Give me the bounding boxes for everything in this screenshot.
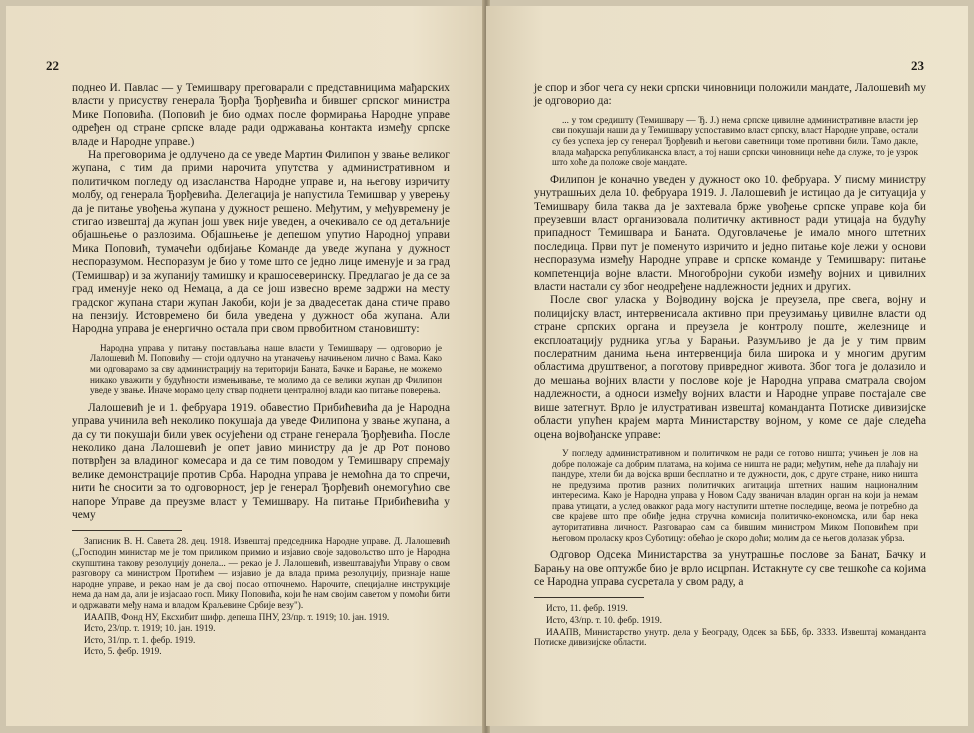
right-body — [534, 82, 926, 109]
paragraph: Лалошевић је и 1. фебруара 1919. обавестио Прибићевића да је Народна управа учинила већ неколико покушаја да уведе Филипона у звање жупана, а да су ти покушаји били увек осујећени од стране генерала Ђорђевића. После неколико дана Лалошевић је опет јавио министру да је др Рот поново потврђен за владиног комесара и да се тим поводом у Темишвару спремају велике демонстрације против Срба. Народна управа је немоћна да то спречи, нити ће сносити за то одговорност, јер је генерал Ђорђевић онемогућио све напоре Управе да преузме власт у Темишвару. На питање Прибићевића у чему — [72, 401, 450, 521]
paragraph: На преговорима је одлучено да се уведе Мартин Филипон у звање великог жупана, с тим да прими нарочита упутства у административном и политичком погледу од изасланства Народне управе и, на његову изричиту молбу, од генерала Ђорђевића. Делегација је напустила Темишвар у уверењу да је питање увођења жупана у дужност решено. Међутим, у међувремену је стигао извештај да жупан још увек није уведен, а очекивало се од детаљније објашњење о разлозима. Објашњење је депешом упутио Народној управи Мика Поповић, тумачећи одбијање Команде да уведе жупана у дужност неспоразумом. Неспоразум је био у томе што се једно лице именује и за град (Темишвар) и за жупанију тамишку и крашосеверинску. Предлагао је да се за град именује неко од Немаца, а да се још извесно време задржи на месту градског жупана стари жупан Јакоби, који је за двадесетак дана стиче право на пензију. Истовремено би била уведена у дужност оба жупана. Али Народна управа је енергично остала при свом првобитном становишту: — [72, 149, 450, 336]
left-page — [6, 6, 484, 726]
paragraph: Филипон је коначно уведен у дужност око 10. фебруара. У писму министру унутрашњих дела 10. фебруара 1919. Ј. Лалошевић је истицао да је ситуација у Темишвару била таква да је захтевала брже увођење српске управе која би преузевши власт организовала политичку активност ради утицаја на будућу припадност Темишвара и Баната. Одуговлачење је имало много штетних последица. Први пут је поменуто изричито и једно питање које лежи у основи неспоразума између Народне управе и српске команде у Темишвару: питање компетенција војне власти. Многобројни сукоби између војних и цивилних власти настали су због неодређене надлежности једних и других. — [534, 173, 926, 294]
right-page-content — [534, 82, 926, 649]
footnote: Исто, 11. фебр. 1919. — [546, 603, 628, 614]
right-page — [486, 6, 968, 726]
footnote-divider — [534, 597, 644, 598]
quote-text: Народна управа у питању постављања наше власти у Темишвару — одговорио је Лалошевић М. Поповићу — стоји одлучно на утаначењу начињеном лично с Вама. Како ми одговарамо за сву администрацију на територији Баната, Бачке и Барање, не можемо никако уважити у будућности измењивање, те молимо да се велики жупан др Филипон уведе у звање. Иначе морамо целу ствар поднети централној влади као питање поверења. — [90, 342, 442, 396]
footnote: Исто, 23/пр. т. 1919; 10. јан. 1919. — [84, 623, 216, 634]
block-quote — [534, 115, 926, 168]
footnote-divider — [72, 530, 182, 531]
footnote: Исто, 5. фебр. 1919. — [84, 646, 162, 657]
left-body — [72, 82, 450, 337]
page-number-left: 22 — [46, 58, 59, 73]
block-quote-2 — [534, 448, 926, 543]
footnote: ИААПВ, Фонд НУ, Ексхибит шифр. депеша ПНУ, 23/пр. т. 1919; 10. јан. 1919. — [84, 611, 390, 622]
paragraph: је спор и због чега су неки српски чиновници положили мандате, Лалошевић му је одговорио да: — [534, 82, 926, 108]
footnote: Записник В. Н. Савета 28. дец. 1918. Извештај председника Народне управе. Д. Лалошевић („Господин министар ме је том приликом примио и изјавио своје задовољство што је Народна скупштина такову резолуцију донела... — рекао је Ј. Лалошевић, извештавајући Управу о свом разговору са министром Протићем — изјавио је да влада прима резолуцију, признаје наше народне управе, и рекао нам је да свој посао отпочнемо. Нарочите, специјалне инструкције нема да нам да, али је изјасаао госп. Мику Поповића, који ће нам својим саветом у помоћи бити и одржавати међу нама и владом Краљевине Србије везу"). — [72, 536, 450, 610]
quote-text: У погледу административном и политичком не ради се готово ништа; учињен је лов на добре положаје са добрим платама, на којима се ништа не ради; међутим, неће да плаћају ни пандуре, хтели би да војска врши бесплатно и те дужности, док, с друге стране, нико ништа не предузима против разних политичких агитација штетних нашим националним интересима. Како је Народна управа у Новом Саду званичан владин орган на који ја немам права утицати, а услед овакког рада могу наступити штетне последице, веома је потребно да све крајеве што пре обиђе једна стручна комисија политичко-економска, или бар нека ауторитативна личност. Разговарао сам са бившим министром Миком Поповићем при његовом проласку кроз Суботицу: обећао је скоро доћи; молим да се његов долазак убрза. — [552, 447, 918, 543]
paragraph: Одговор Одсека Министарства за унутрашње послове за Банат, Бачку и Барању на ове оптужбе био је врло исцрпан. Истакнуте су све тешкоће са којима се Народна управа сусретала у свом раду, а — [534, 549, 926, 589]
paragraph: После свог уласка у Војводину војска је преузела, пре свега, војну и полицијску власт, интервенисала активно при преузимању цивилне власти од стране српских органа и преузела је контролу поште, железнице и експлоатацију рудника угља у Барањи. Разумљиво је да је у тим првим послератним данима њена интервенција била широка и у многим другим областима друштвеног, а поготову привредног живота. Због тога је долазило и до мешања војних власти у послове које је Народна управа сматрала својом надлежности, а односи између војних власти и Народне управе постајале све више затегнут. Врло је илустративан извештај команданта Потиске дивизијске области упућен крајем марта Министарству војном, у коме се даје следећа оцена војвођанске управе: — [534, 294, 926, 441]
footnote: ИААПВ, Министарство унутр. дела у Београду, Одсек за БББ, бр. 3333. Извештај команданта Потиске дивизијске области. — [534, 626, 926, 648]
block-quote — [72, 343, 450, 396]
paragraph: поднео И. Павлас — у Темишвару преговарали с представницима мађарских власти у присуству генерала Ђорђа Ђорђевића и бившег српског министра Мике Поповића. (Поповић је био одмах после формирања Народне управе одређен од стране српске владе ради одржавања контакта између српске владе и Народне управе.) — [72, 82, 450, 148]
right-body-final — [534, 549, 926, 589]
quote-text: ... у том средишту (Темишвару — Ђ. Ј.) нема српске цивилне административне власти јер сви покушаји наши да у Темишвару успоставимо власт српску, власт Народне управе, остали су без успеха јер су генерал Ђорђевић и његови саветници томе противни били. Тамо дакле, влада мађарска републиканска власт, а тој наши српски чиновници неће да служе, то је узрок што хоће да положе своје мандате. — [552, 114, 918, 168]
footnote: Исто, 31/пр. т. 1. фебр. 1919. — [84, 634, 196, 645]
footnotes — [534, 603, 926, 647]
right-body-cont — [534, 174, 926, 442]
footnote: Исто, 43/пр. т. 10. фебр. 1919. — [546, 615, 662, 626]
footnotes — [72, 536, 450, 657]
left-body-cont — [72, 402, 450, 523]
page-number-right: 23 — [911, 58, 924, 73]
left-page-content — [72, 82, 450, 658]
